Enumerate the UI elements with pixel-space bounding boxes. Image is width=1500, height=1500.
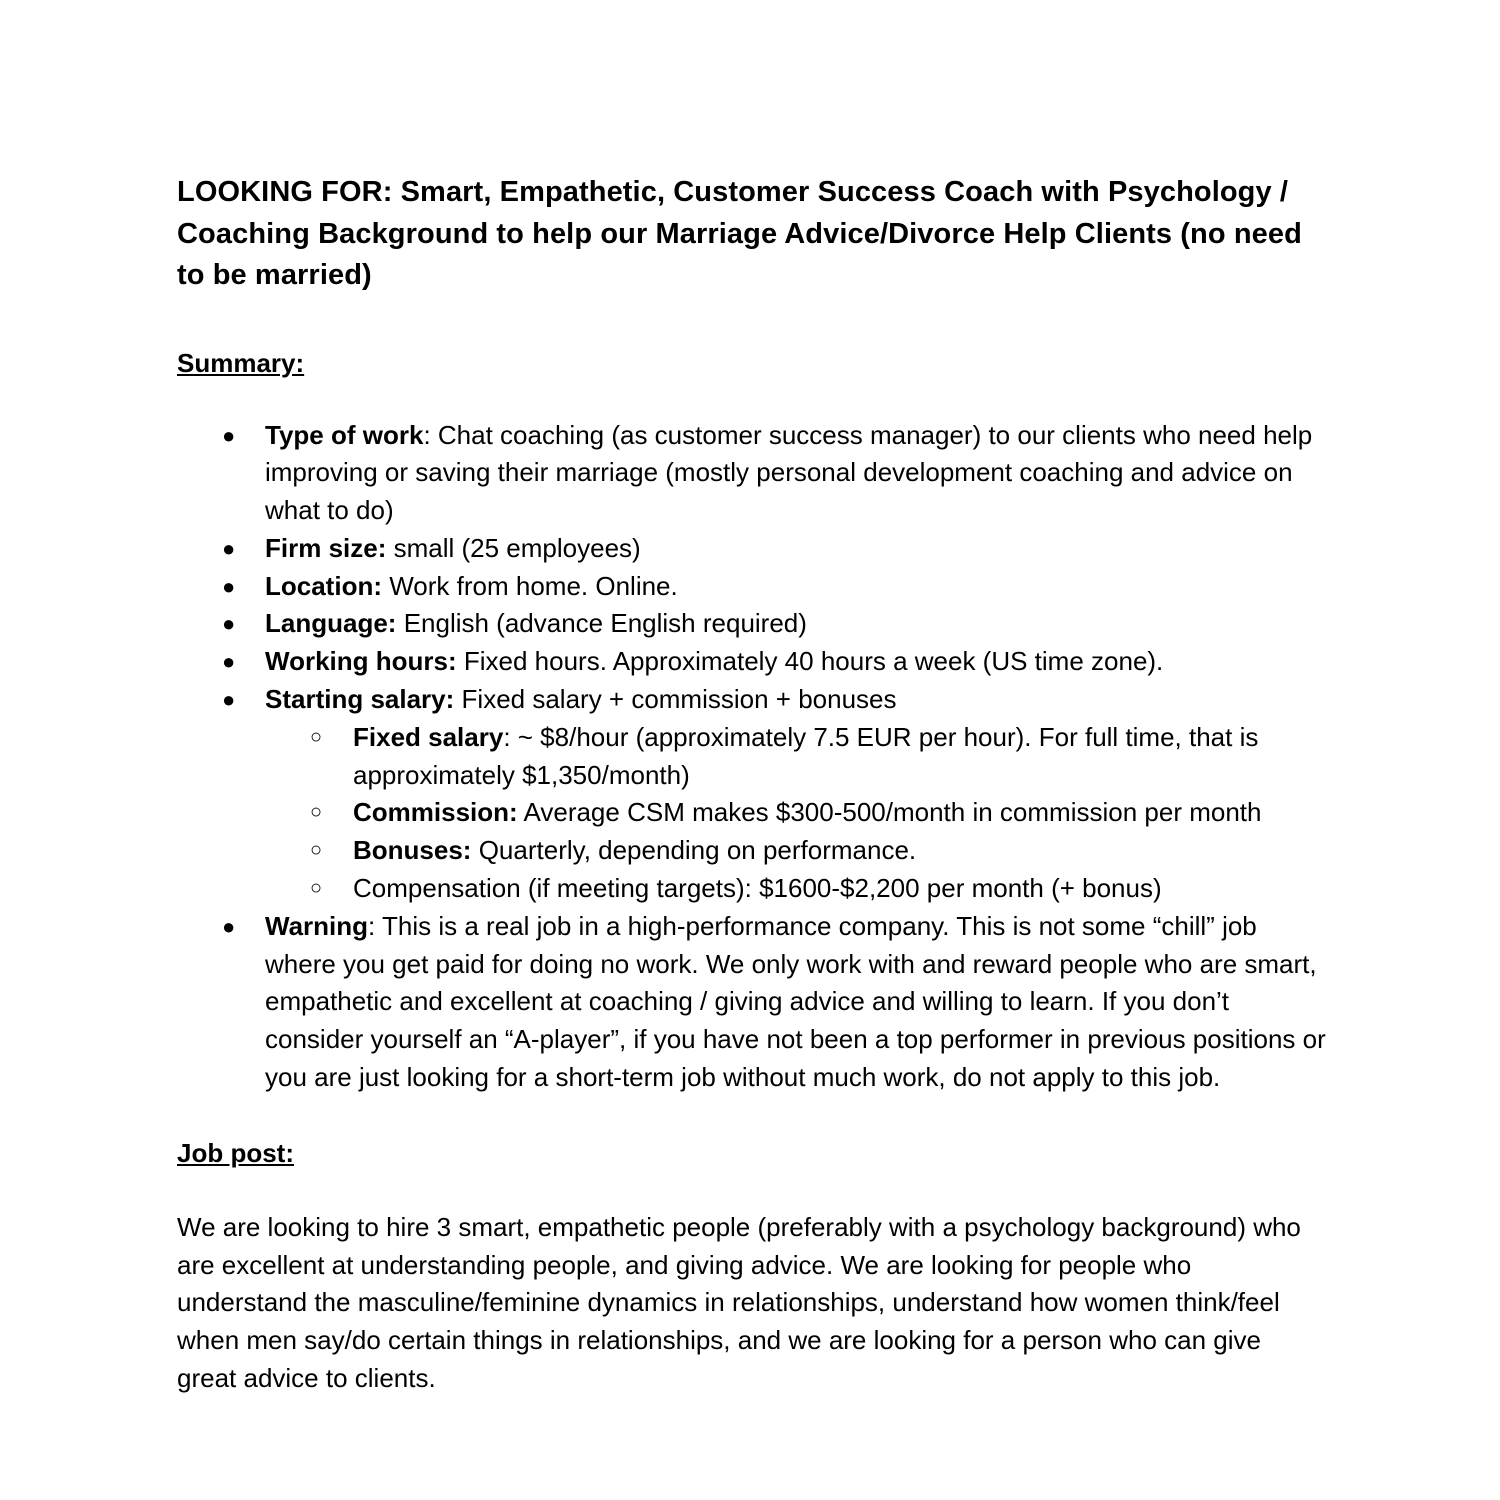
- item-text: Compensation (if meeting targets): $1600-$2,200 per month (+ bonus): [353, 873, 1162, 904]
- circle-bullet-icon: ○: [310, 725, 323, 748]
- bullet-icon: ●: [222, 687, 236, 713]
- item-label: Location:: [265, 570, 382, 601]
- item-label: Commission:: [353, 797, 518, 828]
- item-label: Bonuses:: [353, 835, 472, 866]
- summary-list: [177, 417, 1327, 1097]
- bullet-icon: ●: [222, 535, 236, 561]
- summary-heading: Summary:: [177, 347, 305, 378]
- item-label: Language:: [265, 608, 397, 639]
- item-text: Chat coaching (as customer success manager) to our clients who need help improving or saving their marriage (mostly personal development coaching and advice on what to do): [265, 419, 1313, 526]
- item-separator: :: [423, 419, 438, 450]
- item-separator: [454, 684, 461, 714]
- sublist-item-commission: [265, 794, 1327, 832]
- bullet-icon: ●: [222, 611, 236, 637]
- item-text: Fixed hours. Approximately 40 hours a week (US time zone).: [463, 646, 1164, 677]
- list-item-location: [177, 568, 1327, 606]
- item-separator: [386, 533, 393, 563]
- item-text: Fixed salary + commission + bonuses: [461, 684, 897, 715]
- item-text: Quarterly, depending on performance.: [478, 835, 917, 866]
- item-text: Average CSM makes $300-500/month in commission per month: [523, 797, 1262, 828]
- sublist-item-fixed-salary: [265, 719, 1327, 795]
- bullet-icon: ●: [222, 422, 236, 448]
- item-label: Fixed salary: [353, 721, 504, 752]
- list-item-working-hours: [177, 643, 1327, 681]
- document-title: LOOKING FOR: Smart, Empathetic, Customer Success Coach with Psychology / Coaching Background to help our Marriage Advice/Divorce Help Clients (no need to be married): [177, 176, 1302, 291]
- list-item-starting-salary: [177, 681, 1327, 908]
- item-separator: [457, 646, 464, 676]
- item-text: English (advance English required): [403, 608, 807, 639]
- item-separator: :: [368, 910, 383, 941]
- item-label: Starting salary:: [265, 684, 455, 715]
- item-label: Warning: [265, 910, 369, 941]
- list-item-language: [177, 605, 1327, 643]
- list-item-warning: [177, 908, 1327, 1097]
- item-separator: [396, 608, 403, 638]
- circle-bullet-icon: ○: [310, 877, 323, 900]
- item-separator: [471, 835, 478, 865]
- list-item-type-of-work: [177, 417, 1327, 530]
- salary-sublist: [265, 719, 1327, 908]
- list-item-firm-size: [177, 530, 1327, 568]
- bullet-icon: ●: [222, 573, 236, 599]
- job-post-paragraph: We are looking to hire 3 smart, empathetic people (preferably with a psychology background) who are excellent at understanding people, and giving advice. We are looking for people who understand the masculine/feminine dynamics in relationships, understand how women think/feel when men say/do certain things in relationships, and we are looking for a person who can give great advice to clients.: [177, 1211, 1301, 1394]
- bullet-icon: ●: [222, 913, 236, 939]
- circle-bullet-icon: ○: [310, 839, 323, 862]
- document-page: [177, 172, 1327, 1398]
- item-text: small (25 employees): [393, 532, 641, 563]
- bullet-icon: ●: [222, 649, 236, 675]
- item-text: This is a real job in a high-performance company. This is not some “chill” job where you get paid for doing no work. We only work with and reward people who are smart, empathetic and excellent at coaching / giving advice and willing to learn. If you don’t consider yourself an “A-player”, if you have not been a top performer in previous positions or you are just looking for a short-term job without much work, do not apply to this job.: [265, 910, 1326, 1093]
- job-post-heading: Job post:: [177, 1137, 294, 1168]
- item-label: Type of work: [265, 419, 424, 450]
- circle-bullet-icon: ○: [310, 801, 323, 824]
- item-text: Work from home. Online.: [389, 570, 678, 601]
- item-text: ~ $8/hour (approximately 7.5 EUR per hour). For full time, that is approximately $1,350/month): [353, 721, 1259, 790]
- sublist-item-bonuses: [265, 832, 1327, 870]
- item-separator: :: [503, 721, 518, 752]
- sublist-item-compensation: [265, 870, 1327, 908]
- item-label: Firm size:: [265, 532, 387, 563]
- item-label: Working hours:: [265, 646, 457, 677]
